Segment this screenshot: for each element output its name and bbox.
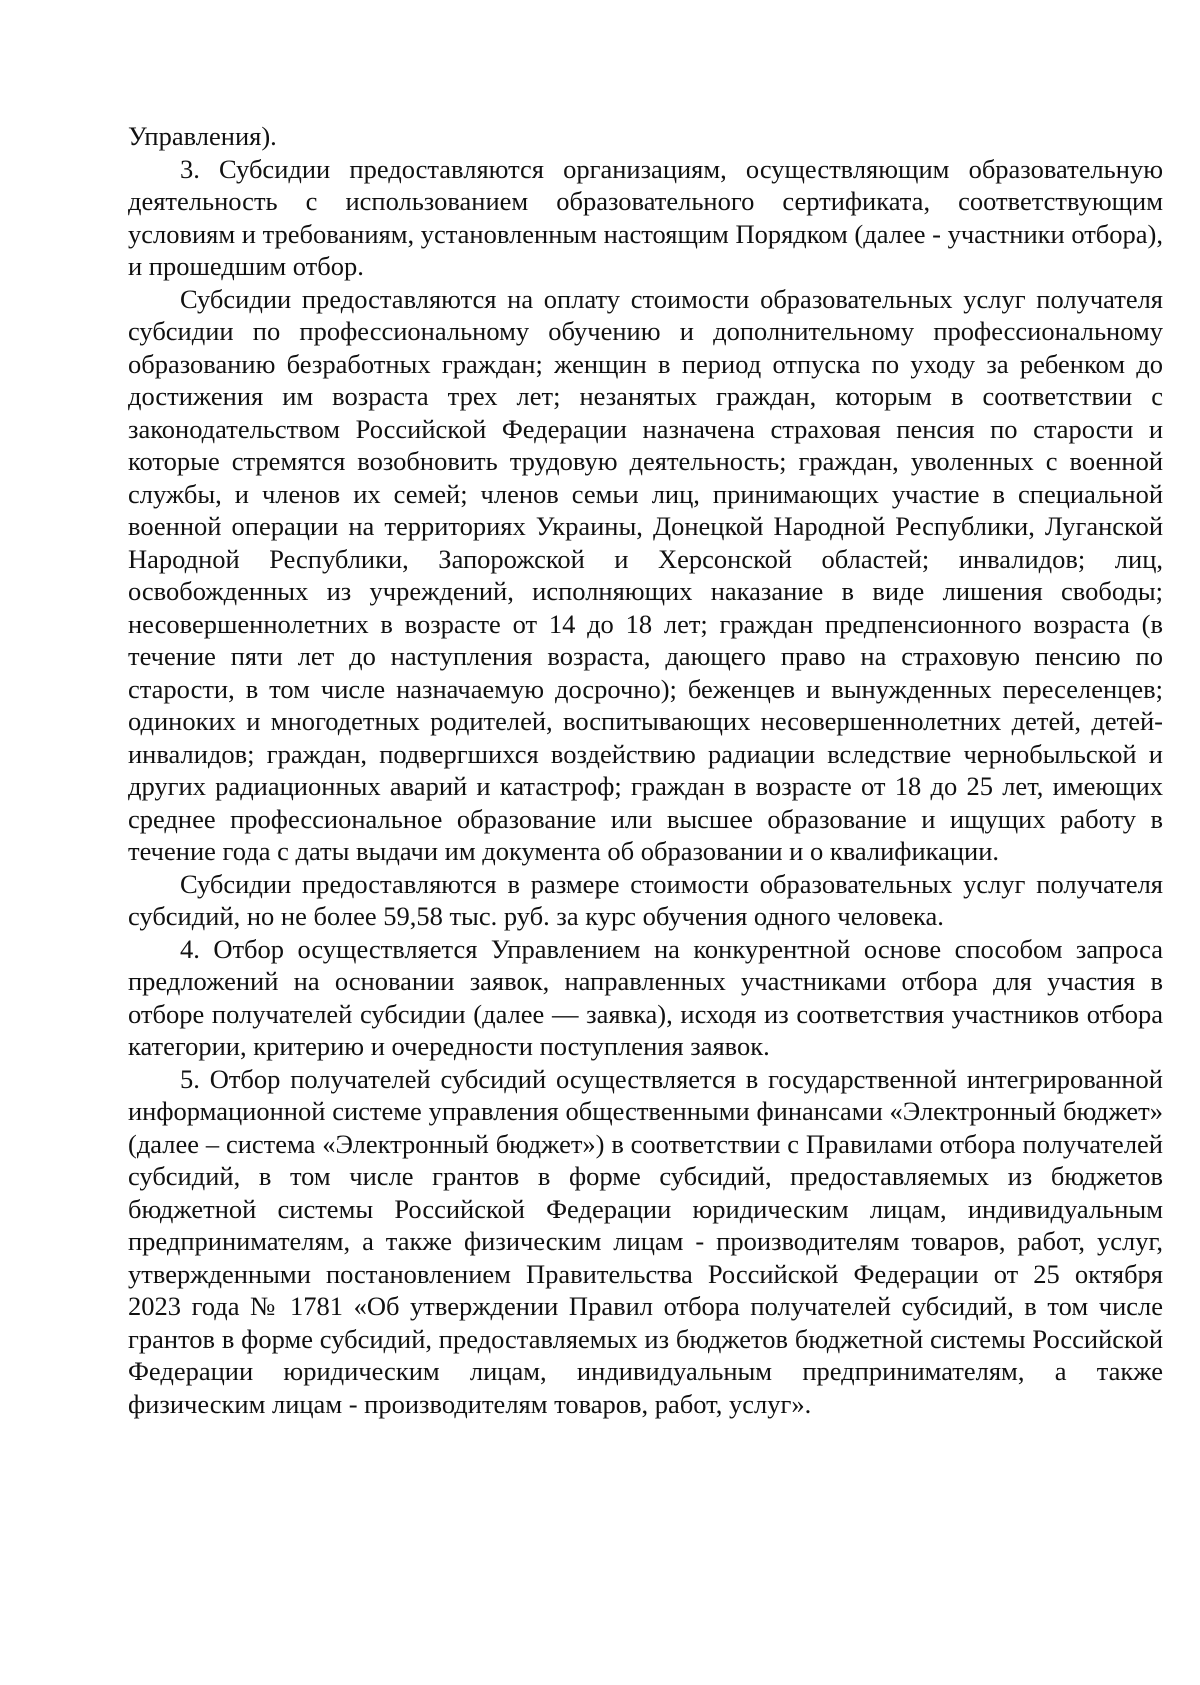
paragraph-subsidy-recipients: Субсидии предоставляются на оплату стоимости образовательных услуг получателя субсидии по профессиональному обучению и дополнительному профессиональному образованию безработных граждан; женщин в период отпуска по уходу за ребенком до достижения им возраста трех лет; незанятых граждан, которым в соответствии с законодательством Российской Федерации назначена страховая пенсия по старости и которые стремятся возобновить трудовую деятельность; граждан, уволенных с военной службы, и членов их семей; членов семьи лиц, принимающих участие в специальной военной операции на территориях Украины, Донецкой Народной Республики, Луганской Народной Республики, Запорожской и Херсонской областей; инвалидов; лиц, освобожденных из учреждений, исполняющих наказание в виде лишения свободы; несовершеннолетних в возрасте от 14 до 18 лет; граждан предпенсионного возраста (в течение пяти лет до наступления возраста, дающего право на страховую пенсию по старости, в том числе назначаемую досрочно); беженцев и вынужденных переселенцев; одиноких и многодетных родителей, воспитывающих несовершеннолетних детей, детей-инвалидов; граждан, подвергшихся воздействию радиации вследствие чернобыльской и других радиационных аварий и катастроф; граждан в возрасте от 18 до 25 лет, имеющих среднее профессиональное образование или высшее образование и ищущих работу в течение года с даты выдачи им документа об образовании и о квалификации. <box>128 283 1163 866</box>
paragraph-item-5: 5. Отбор получателей субсидий осуществляется в государственной интегрированной информационной системе управления общественными финансами «Электронный бюджет» (далее – система «Электронный бюджет») в соответствии с Правилами отбора получателей субсидий, в том числе грантов в форме субсидий, предоставляемых из бюджетов бюджетной системы Российской Федерации юридическим лицам, индивидуальным предпринимателям, а также физическим лицам - производителям товаров, работ, услуг, утвержденными постановлением Правительства Российской Федерации от 25 октября 2023 года № 1781 «Об утверждении Правил отбора получателей субсидий, в том числе грантов в форме субсидий, предоставляемых из бюджетов бюджетной системы Российской Федерации юридическим лицам, индивидуальным предпринимателям, а также физическим лицам - производителям товаров, работ, услуг». <box>128 1063 1163 1419</box>
paragraph-subsidy-amount: Субсидии предоставляются в размере стоимости образовательных услуг получателя субсидий, но не более 59,58 тыс. руб. за курс обучения одного человека. <box>128 868 1163 931</box>
paragraph-item-4: 4. Отбор осуществляется Управлением на конкурентной основе способом запроса предложений на основании заявок, направленных участниками отбора для участия в отборе получателей субсидии (далее — заявка), исходя из соответствия участников отбора категории, критерию и очередности поступления заявок. <box>128 933 1163 1061</box>
paragraph-item-3: 3. Субсидии предоставляются организациям, осуществляющим образовательную деятельность с использованием образовательного сертификата, соответствующим условиям и требованиям, установленным настоящим Порядком (далее - участники отбора), и прошедшим отбор. <box>128 153 1163 281</box>
paragraph-continuation: Управления). <box>128 121 277 151</box>
document-body <box>128 120 1163 1420</box>
